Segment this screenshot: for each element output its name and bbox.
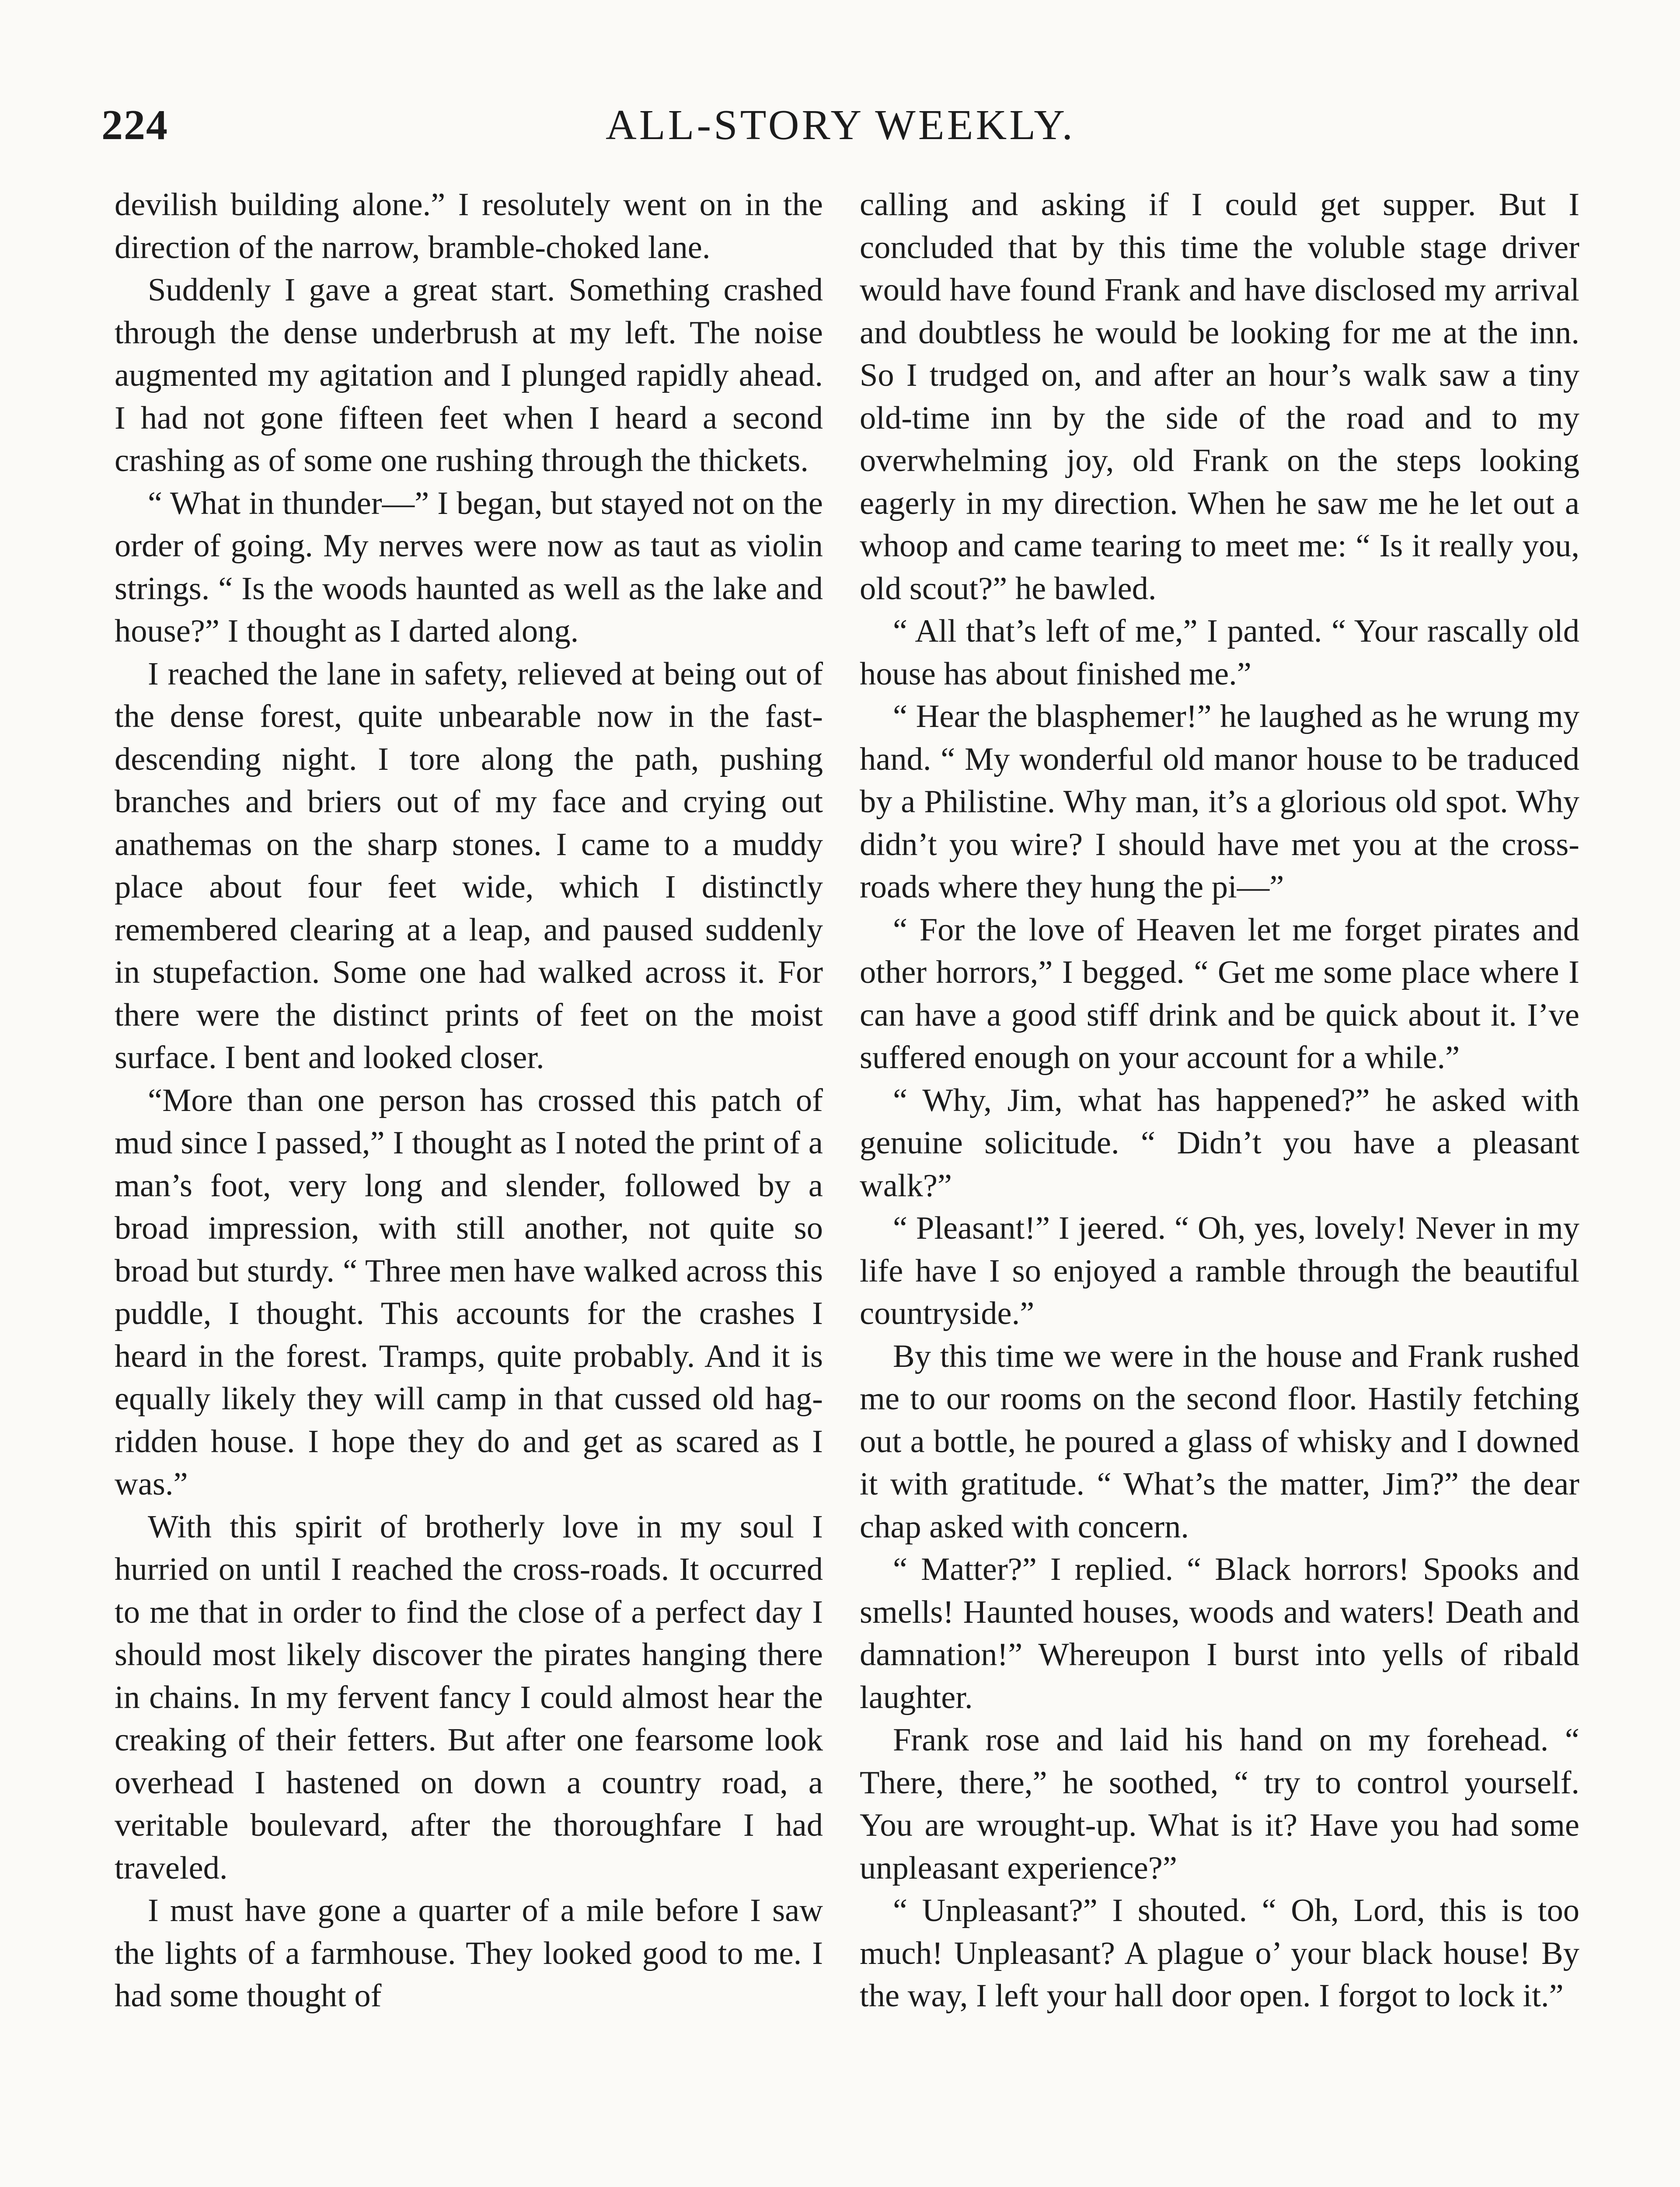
page-number: 224 <box>101 101 168 149</box>
paragraph: “ Matter?” I replied. “ Black horrors! Spooks and smells! Haunted houses, woods and waters! Death and damnation!” Whereupon I burst into yells of ribald laughter. <box>860 1551 1579 1715</box>
paragraph: I must have gone a quarter of a mile before I saw the lights of a farmhouse. They looked good to me. I had some thought of <box>115 1893 823 2014</box>
paragraph: By this time we were in the house and Frank rushed me to our rooms on the second floor. Hastily fetching out a bottle, he poured a glass of whisky and I downed it with gratitude. “ What’s the matter, Jim?” the dear chap asked with concern. <box>860 1338 1579 1545</box>
running-head: ALL-STORY WEEKLY. <box>605 101 1075 149</box>
paragraph: “ Hear the blasphemer!” he laughed as he wrung my hand. “ My wonderful old manor house to be traduced by a Philistine. Why man, it’s a glorious old spot. Why didn’t you wire? I should have met you at the cross-roads where they hung the pi—” <box>860 699 1579 905</box>
paragraph: “ Pleasant!” I jeered. “ Oh, yes, lovely! Never in my life have I so enjoyed a ramble through the beautiful countryside.” <box>860 1210 1579 1331</box>
paragraph: calling and asking if I could get supper. But I concluded that by this time the voluble stage driver would have found Frank and have disclosed my arrival and doubtless he would be looking for me at the inn. So I trudged on, and after an hour’s walk saw a tiny old-time inn by the side of the road and to my overwhelming joy, old Frank on the steps looking eagerly in my direction. When he saw me he let out a whoop and came tearing to meet me: “ Is it really you, old scout?” he bawled. <box>860 187 1579 607</box>
paragraph: Frank rose and laid his hand on my forehead. “ There, there,” he soothed, “ try to control yourself. You are wrought-up. What is it? Have you had some unpleasant experience?” <box>860 1722 1579 1886</box>
paragraph: “ What in thunder—” I began, but stayed not on the order of going. My nerves were now as taut as violin strings. “ Is the woods haunted as well as the lake and house?” I thought as I darted along. <box>115 485 823 649</box>
left-column <box>115 184 823 2018</box>
paragraph: “ Unpleasant?” I shouted. “ Oh, Lord, this is too much! Unpleasant? A plague o’ your black house! By the way, I left your hall door open. I forgot to lock it.” <box>860 1893 1579 2014</box>
paragraph: “More than one person has crossed this patch of mud since I passed,” I thought as I noted the print of a man’s foot, very long and slender, followed by a broad impression, with still another, not quite so broad but sturdy. “ Three men have walked across this puddle, I thought. This accounts for the crashes I heard in the forest. Tramps, quite probably. And it is equally likely they will camp in that cussed old hag-ridden house. I hope they do and get as scared as I was.” <box>115 1082 823 1502</box>
paragraph: devilish building alone.” I resolutely went on in the direction of the narrow, bramble-choked lane. <box>115 187 823 266</box>
right-column <box>860 184 1579 2018</box>
paragraph: I reached the lane in safety, relieved at being out of the dense forest, quite unbearable now in the fast-descending night. I tore along the path, pushing branches and briers out of my face and crying out anathemas on the sharp stones. I came to a muddy place about four feet wide, which I distinctly remembered clearing at a leap, and paused suddenly in stupefaction. Some one had walked across it. For there were the distinct prints of feet on the moist surface. I bent and looked closer. <box>115 656 823 1076</box>
paragraph: “ For the love of Heaven let me forget pirates and other horrors,” I begged. “ Get me some place where I can have a good stiff drink and be quick about it. I’ve suffered enough on your account for a while.” <box>860 912 1579 1076</box>
paragraph: “ Why, Jim, what has happened?” he asked with genuine solicitude. “ Didn’t you have a pleasant walk?” <box>860 1082 1579 1204</box>
paragraph: “ All that’s left of me,” I panted. “ Your rascally old house has about finished me.” <box>860 613 1579 692</box>
paragraph: Suddenly I gave a great start. Something crashed through the dense underbrush at my left. The noise augmented my agitation and I plunged rapidly ahead. I had not gone fifteen feet when I heard a second crashing as of some one rushing through the thickets. <box>115 272 823 479</box>
page-header <box>101 101 1579 166</box>
paragraph: With this spirit of brotherly love in my soul I hurried on until I reached the cross-roads. It occurred to me that in order to find the close of a perfect day I should most likely discover the pirates hanging there in chains. In my fervent fancy I could almost hear the creaking of their fetters. But after one fearsome look overhead I hastened on down a country road, a veritable boulevard, after the thoroughfare I had traveled. <box>115 1509 823 1886</box>
